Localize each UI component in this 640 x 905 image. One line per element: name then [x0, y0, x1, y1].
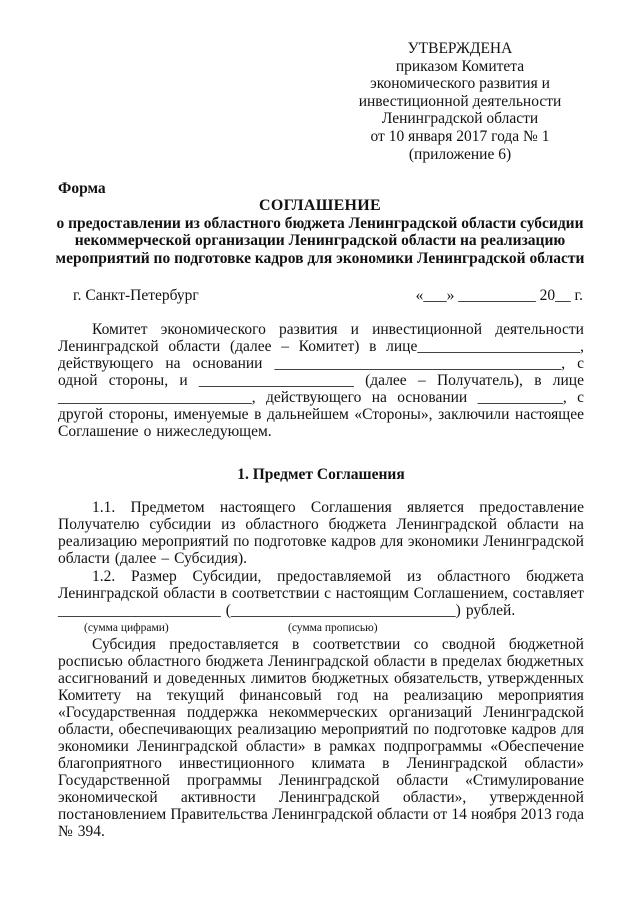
justified-line: [58, 321, 584, 338]
word: обязательств,: [393, 670, 483, 687]
approval-line: инвестиционной деятельности: [358, 92, 562, 110]
word: Ленинградской: [406, 755, 508, 772]
word: инвестиционного: [178, 755, 295, 772]
word: в: [313, 738, 322, 755]
amount-words-label: (сумма прописью): [288, 622, 378, 634]
word: предоставление: [479, 499, 584, 516]
word: подпрограммы: [383, 738, 483, 755]
word: Ленинградской: [278, 772, 380, 789]
word: –: [417, 372, 426, 389]
word: рамках: [329, 738, 376, 755]
word: и: [350, 321, 359, 338]
word: мероприятий: [141, 533, 229, 550]
word: пределах: [442, 653, 503, 670]
word: из: [407, 568, 422, 585]
word: области: [376, 806, 429, 823]
word: соответствии: [312, 636, 401, 653]
word: является: [407, 499, 464, 516]
justified-line: [58, 789, 584, 806]
word: субсидии: [149, 516, 212, 533]
justified-line: [58, 423, 584, 440]
word: бюджета: [205, 653, 264, 670]
word: постановлением: [58, 806, 167, 823]
word: финансовый: [239, 687, 322, 704]
word: в: [369, 338, 377, 355]
word: инвестиционной: [372, 321, 483, 338]
word: на: [568, 516, 584, 533]
word: подготовке: [433, 721, 507, 738]
clause-1-2-subsidy: [58, 636, 584, 840]
word: Ленинградской: [137, 738, 238, 755]
word: Получатель),: [436, 372, 523, 389]
word: 1.1.: [92, 499, 116, 516]
word: Получателю: [58, 516, 140, 533]
word: Соглашение: [58, 423, 139, 440]
word: одной: [58, 372, 98, 389]
word: утвержденной: [489, 789, 584, 806]
word: Ленинградской: [272, 806, 373, 823]
justified-line: [58, 670, 584, 687]
word: климата: [311, 755, 366, 772]
word: бюджета: [328, 516, 387, 533]
word: с: [577, 389, 584, 406]
word: Субсидия: [92, 636, 156, 653]
word: кадров: [331, 533, 376, 550]
word: Ленинградской: [58, 585, 159, 602]
word: Ленинградской: [279, 789, 380, 806]
word: ассигнований: [58, 670, 149, 687]
word: о: [143, 423, 152, 440]
justified-line: [58, 355, 584, 372]
word: другой: [58, 406, 104, 423]
justified-line: [58, 602, 584, 619]
approval-line: экономического развития и: [370, 75, 550, 93]
word: 394.: [77, 823, 105, 840]
word: области: [507, 516, 559, 533]
word: области»: [245, 738, 306, 755]
word: (далее: [229, 338, 272, 355]
approval-block: [340, 40, 580, 163]
word: доведенных: [166, 670, 246, 687]
justified-line: [58, 823, 584, 840]
word: областного: [127, 653, 201, 670]
word: росписью: [58, 653, 123, 670]
word: деятельности: [495, 321, 584, 338]
intro-paragraph: [58, 321, 584, 440]
word: Ленинградской: [396, 516, 498, 533]
word: год: [336, 687, 359, 704]
justified-line: [58, 499, 584, 516]
word: настоящее: [515, 406, 584, 423]
word: Комитет: [92, 321, 148, 338]
justified-line: [58, 653, 584, 670]
word: (далее: [114, 550, 157, 567]
word: благоприятного: [58, 755, 162, 772]
word: действующего: [58, 355, 154, 372]
approval-line: от 10 января 2017 года № 1: [370, 127, 550, 145]
word: «Обеспечение: [490, 738, 584, 755]
word: на: [165, 355, 181, 372]
word: подготовке: [253, 533, 327, 550]
word: области»: [524, 755, 584, 772]
word: реализацию: [58, 533, 138, 550]
word: стороны,: [108, 406, 169, 423]
word: в: [534, 372, 542, 389]
justified-line: [58, 516, 584, 533]
word: сводной: [441, 636, 496, 653]
word: Субсидия).: [174, 550, 248, 567]
word: мероприятия: [498, 687, 584, 704]
word: областного: [245, 516, 319, 533]
title-subline: некоммерческой организации Ленинградской области на реализацию: [74, 232, 566, 249]
word: реализацию: [403, 687, 483, 704]
word: текущий: [166, 687, 225, 704]
word: некоммерческих: [268, 704, 378, 721]
word: –: [281, 338, 289, 355]
word: Ленинградской: [483, 704, 584, 721]
word: действующего: [265, 389, 362, 406]
place-date-row: [73, 287, 583, 305]
justified-line: [58, 755, 584, 772]
word: (_____________________________): [225, 602, 461, 619]
section-1-title: 1. Предмет Соглашения: [237, 466, 405, 483]
title-subline: мероприятий по подготовке кадров для экономики Ленинградской области: [55, 249, 585, 267]
word: «Государственная: [58, 704, 176, 721]
word: для: [380, 533, 404, 550]
word: с: [577, 355, 584, 372]
word: дальнейшем: [267, 406, 349, 423]
word: Ленинградской: [58, 338, 159, 355]
word: бюджетной: [508, 636, 584, 653]
word: 1.2.: [92, 568, 116, 585]
word: составляет: [512, 585, 584, 602]
word: на: [136, 687, 152, 704]
word: на: [371, 389, 387, 406]
word: для: [561, 721, 584, 738]
approval-line: УТВЕРЖДЕНА: [407, 40, 513, 57]
word: областного: [437, 568, 511, 585]
word: экономики: [407, 533, 479, 550]
word: ____________________: [198, 372, 354, 389]
word: лице: [552, 372, 584, 389]
word: именуемые: [173, 406, 249, 423]
word: в: [382, 755, 390, 772]
word: предоставляется: [169, 636, 279, 653]
word: 2013: [520, 806, 552, 823]
amount-digits-label: (сумма цифрами): [84, 622, 169, 634]
word: активности: [180, 789, 256, 806]
word: (далее: [365, 372, 407, 389]
word: обеспечивающих: [118, 721, 233, 738]
justified-line: [58, 568, 584, 585]
word: Ленинградской: [268, 653, 369, 670]
word: Соглашения: [310, 499, 392, 516]
word: _____________________: [58, 602, 221, 619]
word: области: [58, 550, 110, 567]
justified-line: [58, 372, 584, 389]
word: Субсидии,: [192, 568, 262, 585]
word: настоящего: [219, 499, 296, 516]
word: бюджетных: [311, 670, 389, 687]
justified-line: [58, 389, 584, 406]
word: экономики: [58, 738, 129, 755]
word: _________________________,: [58, 389, 256, 406]
word: реализацию: [237, 721, 317, 738]
word: поддержка: [186, 704, 258, 721]
word: от: [432, 806, 448, 823]
word: Комитету: [58, 687, 122, 704]
word: области: [396, 772, 449, 789]
word: –: [161, 550, 170, 567]
amount-labels: [58, 620, 584, 634]
justified-line: [58, 738, 584, 755]
word: области: [163, 585, 216, 602]
word: Государственной: [58, 772, 171, 789]
word: утвержденных: [487, 670, 584, 687]
justified-line: [58, 533, 584, 550]
word: со: [413, 636, 429, 653]
word: Правительства: [170, 806, 268, 823]
word: из: [221, 516, 236, 533]
word: в: [292, 636, 300, 653]
word: 14: [451, 806, 467, 823]
clause-1-2: [58, 568, 584, 619]
word: основании: [397, 389, 468, 406]
word: «Стороны»,: [354, 406, 433, 423]
approval-line: (приложение 6): [408, 145, 512, 163]
justified-line: [58, 772, 584, 789]
approval-line: приказом Комитета: [395, 57, 525, 75]
title-subline: о предоставлении из областного бюджета Ленинградской области субсидии: [56, 214, 584, 232]
word: лице_____________________,: [386, 338, 584, 355]
word: в: [254, 406, 262, 423]
justified-line: [58, 687, 584, 704]
word: мероприятий: [321, 721, 409, 738]
word: в: [219, 585, 228, 602]
justified-line: [58, 806, 584, 823]
word: программы: [187, 772, 262, 789]
clause-1-1: [58, 499, 584, 567]
justified-line: [58, 406, 584, 423]
word: заключили: [438, 406, 510, 423]
justified-line: [58, 550, 584, 567]
word: предоставляемой: [277, 568, 392, 585]
word: на: [373, 687, 389, 704]
document-title: [50, 197, 590, 267]
word: экономической: [58, 789, 158, 806]
word: области,: [58, 721, 114, 738]
word: основании: [192, 355, 263, 372]
city-label: г. Санкт-Петербург: [73, 287, 199, 304]
form-label: Форма: [58, 180, 106, 197]
word: бюджета: [526, 568, 584, 585]
word: лимитов: [250, 670, 307, 687]
word: Комитет): [298, 338, 360, 355]
word: №: [58, 823, 73, 840]
word: года: [555, 806, 584, 823]
word: Размер: [130, 568, 177, 585]
word: развития: [278, 321, 338, 338]
word: нижеследующем.: [156, 423, 272, 440]
word: ноября: [470, 806, 517, 823]
justified-line: [58, 585, 584, 602]
justified-line: [58, 704, 584, 721]
justified-line: [58, 636, 584, 653]
word: области: [168, 338, 221, 355]
word: и: [179, 372, 188, 389]
approval-line: Ленинградской области: [381, 110, 539, 128]
word: по: [413, 721, 430, 738]
word: «Стимулирование: [465, 772, 584, 789]
word: и: [153, 670, 162, 687]
word: организаций: [388, 704, 473, 721]
word: рублей.: [465, 602, 516, 619]
word: области»,: [402, 789, 467, 806]
word: кадров: [511, 721, 557, 738]
word: стороны,: [108, 372, 169, 389]
justified-line: [58, 338, 584, 355]
word: ___________,: [477, 389, 567, 406]
justified-line: [58, 721, 584, 738]
title-main: СОГЛАШЕНИЕ: [258, 197, 382, 214]
word: Ленинградской: [483, 533, 584, 550]
word: Предметом: [130, 499, 205, 516]
word: области: [373, 653, 426, 670]
word: с: [324, 585, 332, 602]
word: бюджетных: [506, 653, 584, 670]
date-blank: «___» __________ 20__ г.: [415, 287, 583, 304]
word: _____________________________________,: [274, 355, 566, 372]
word: Соглашением,: [413, 585, 508, 602]
word: экономического: [160, 321, 266, 338]
word: настоящим: [335, 585, 409, 602]
word: в: [430, 653, 438, 670]
word: соответствии: [231, 585, 320, 602]
word: по: [233, 533, 250, 550]
